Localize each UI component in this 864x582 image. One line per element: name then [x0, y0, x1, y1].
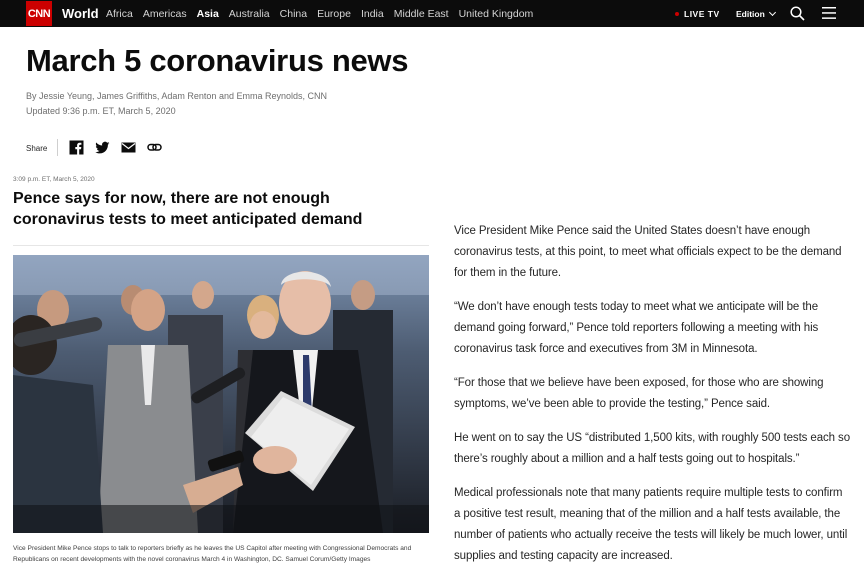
nav-link-africa[interactable]: Africa [106, 8, 133, 20]
nav-link-asia[interactable]: Asia [196, 8, 219, 20]
article-body [454, 221, 850, 580]
edition-dropdown[interactable] [736, 9, 775, 19]
article-paragraph: “For those that we believe have been exposed, for those who are showing symptoms, we’ve been able to provide the testing,” Pence said. [454, 377, 824, 410]
nav-link-middle-east[interactable]: Middle East [393, 8, 449, 20]
photo-illustration [13, 255, 429, 533]
search-icon[interactable] [790, 6, 805, 21]
photo-caption: Vice President Mike Pence stops to talk to reporters briefly as he leaves the US Capitol after meeting with Congressional Democrats and Republicans on recent developments with the novel coronavirus March 4 in Washington, DC. Samuel Corum/Getty Images [13, 545, 412, 563]
link-icon[interactable] [147, 140, 162, 155]
menu-icon[interactable] [822, 7, 836, 19]
nav-link-americas[interactable]: Americas [142, 8, 187, 20]
news-photo [13, 255, 429, 533]
share-label: Share [26, 144, 48, 153]
nav-link-europe[interactable]: Europe [317, 8, 351, 20]
top-nav [0, 0, 864, 27]
nav-links [106, 8, 543, 20]
section-title[interactable]: World [62, 6, 99, 21]
updated-timestamp: Updated 9:36 p.m. ET, March 5, 2020 [26, 106, 176, 116]
article-paragraph: “We don’t have enough tests today to meet what we anticipate will be the demand going forward,” Pence told reporters following a meeting with his coronavirus task force and executives from 3M in Minnesota. [454, 301, 819, 355]
nav-link-india[interactable]: India [360, 8, 384, 20]
nav-link-united-kingdom[interactable]: United Kingdom [458, 8, 534, 20]
live-dot-icon [675, 12, 679, 16]
facebook-icon[interactable] [69, 140, 84, 155]
article-paragraph: Vice President Mike Pence said the United States doesn’t have enough coronavirus tests, at this point, to meet what officials expect to be the demand for them in the future. [454, 225, 842, 279]
post-timestamp: 3:09 p.m. ET, March 5, 2020 [13, 176, 95, 183]
nav-link-china[interactable]: China [279, 8, 308, 20]
page-title: March 5 coronavirus news [26, 43, 409, 78]
email-icon[interactable] [121, 140, 136, 155]
article-paragraph: Medical professionals note that many patients require multiple tests to confirm a positive test result, meaning that of the million and a half tests available, the number of patients who actually receive the tests will likely be much lower, until supplies and testing capacity are increased. [454, 487, 848, 562]
nav-link-australia[interactable]: Australia [228, 8, 270, 20]
edition-label: Edition [736, 9, 765, 19]
divider [13, 245, 429, 246]
twitter-icon[interactable] [95, 140, 110, 155]
byline: By Jessie Yeung, James Griffiths, Adam Renton and Emma Reynolds, CNN [26, 91, 327, 101]
cnn-logo[interactable]: CNN [26, 1, 52, 26]
live-tv-label: LIVE TV [684, 9, 720, 19]
post-title: Pence says for now, there are not enough coronavirus tests to meet anticipated demand [13, 190, 363, 228]
chevron-down-icon [769, 9, 776, 16]
live-tv-link[interactable] [675, 9, 720, 19]
share-divider [57, 139, 58, 156]
article-paragraph: He went on to say the US “distributed 1,500 kits, with roughly 500 tests each so there’s roughly about a million and a half tests going out to hospitals.” [454, 432, 850, 465]
